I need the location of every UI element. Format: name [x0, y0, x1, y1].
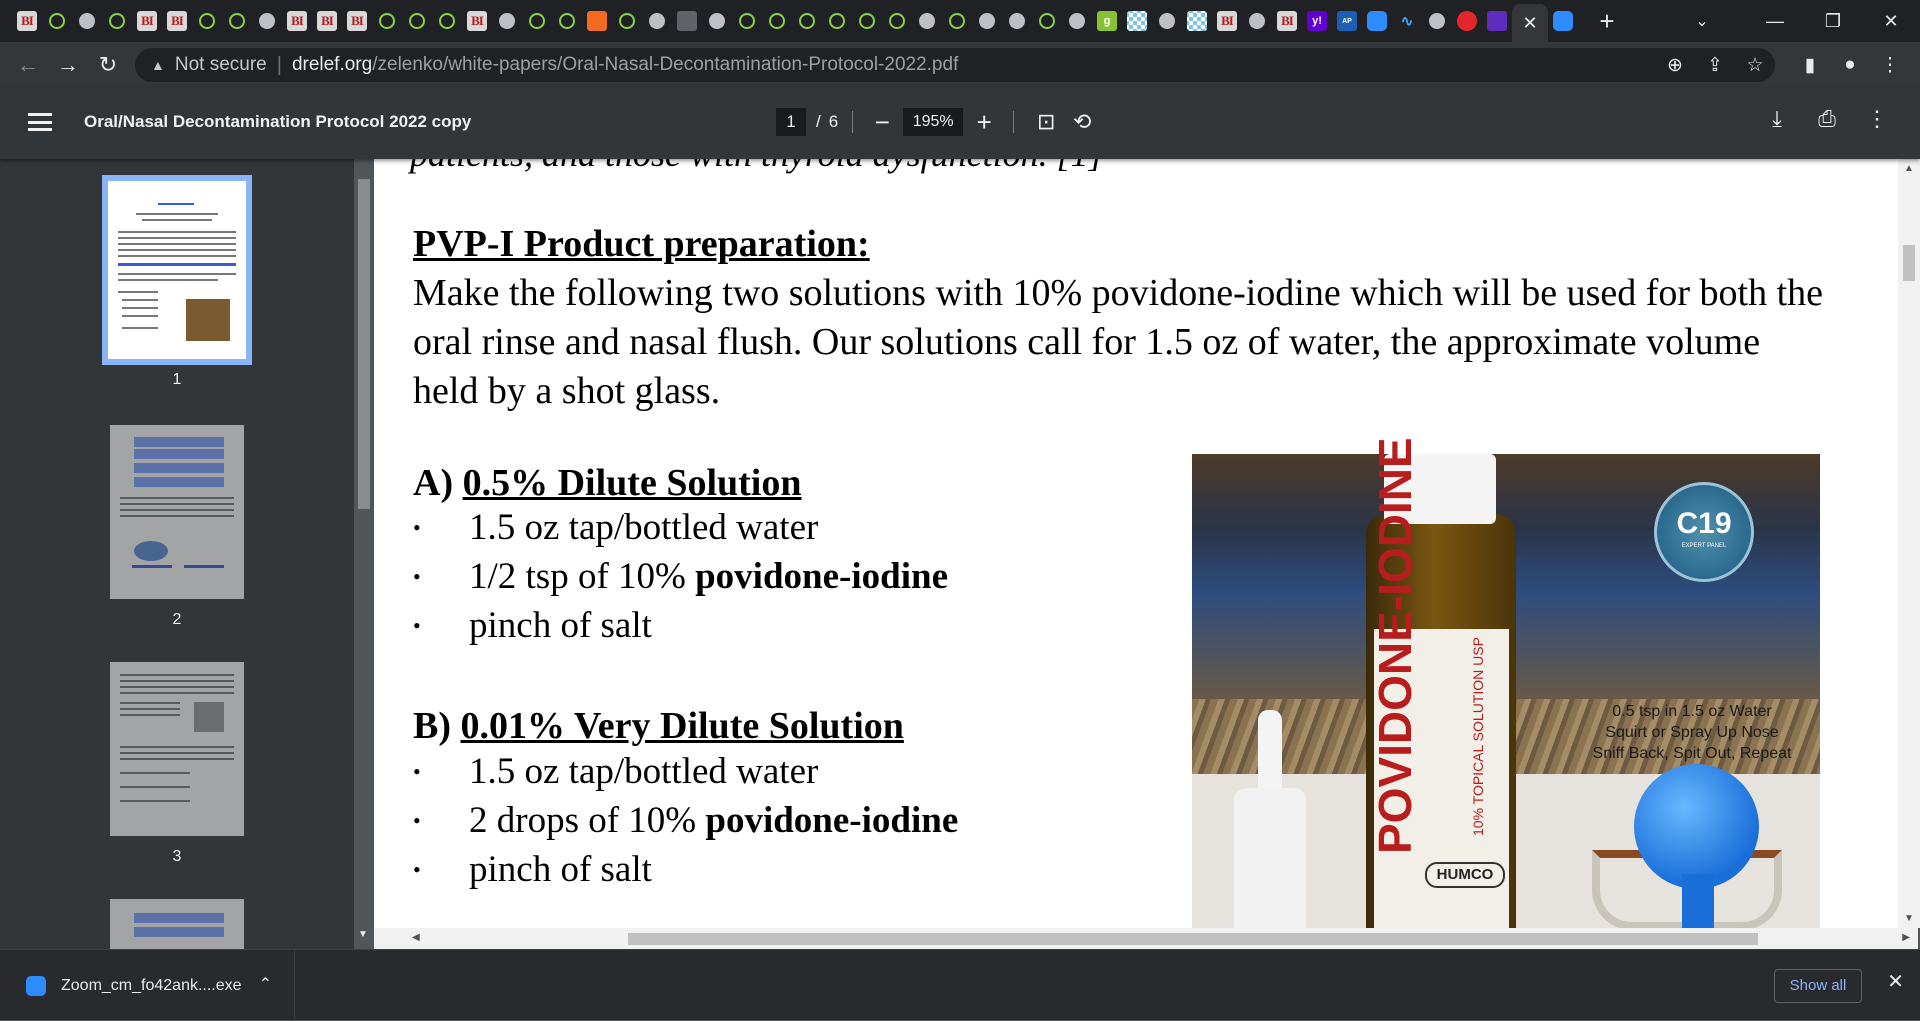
list-item [413, 845, 958, 894]
section-a-list [413, 473, 948, 650]
tab[interactable] [1152, 0, 1182, 42]
thumb-line [118, 237, 236, 239]
bullet: • [413, 564, 421, 589]
tab[interactable] [822, 0, 852, 42]
business-insider-icon: BI [467, 11, 487, 31]
list-item-text: 1.5 oz tap/bottled water [469, 507, 819, 548]
list-item-text: pinch of salt [469, 849, 652, 890]
tab[interactable] [1422, 0, 1452, 42]
globe-icon [77, 11, 97, 31]
section-b-prefix: B) [413, 705, 461, 747]
tab[interactable] [342, 0, 372, 42]
grammarly-icon: g [1097, 11, 1117, 31]
tab[interactable] [882, 0, 912, 42]
media-icon [677, 11, 697, 31]
thumb-table [134, 927, 224, 937]
thumbnail-label: 3 [172, 848, 182, 865]
globe-icon [1007, 11, 1027, 31]
business-insider-icon: BI [287, 11, 307, 31]
expert-panel-seal [1654, 482, 1754, 582]
toolbar-right [1790, 42, 1910, 88]
tab[interactable] [612, 0, 642, 42]
show-all-button[interactable]: Show all [1774, 969, 1862, 1003]
thumb-line [120, 674, 234, 676]
thumb-line [118, 291, 158, 293]
pdf-actions [1752, 106, 1902, 132]
thumb-line [118, 243, 236, 245]
scroll-down-icon[interactable]: ▼ [358, 929, 368, 940]
thumb-line [120, 680, 234, 682]
list-item-text: 1/2 tsp of 10% [469, 556, 696, 597]
business-insider-icon: BI [347, 11, 367, 31]
thumb-image [194, 702, 224, 732]
close-icon[interactable]: ✕ [1887, 971, 1904, 993]
business-insider-icon: BI [137, 11, 157, 31]
globe-icon [1427, 11, 1447, 31]
bottle-brand-text [1374, 709, 1416, 854]
thumb-table [134, 463, 224, 473]
zoom-in-icon[interactable]: + [976, 107, 992, 137]
scroll-up-icon[interactable]: ▲ [1904, 163, 1914, 174]
thumb-line [142, 219, 212, 221]
tab[interactable] [12, 0, 42, 42]
minimize-icon[interactable]: — [1766, 10, 1784, 31]
list-item [413, 796, 958, 845]
section-b-name: 0.01% Very Dilute Solution [460, 705, 904, 747]
page-controls [776, 107, 1100, 137]
product-photo [1192, 454, 1820, 928]
thumb-line [120, 714, 180, 716]
tab[interactable] [372, 0, 402, 42]
globe-icon [1157, 11, 1177, 31]
thumb-line [122, 299, 158, 301]
thumb-link [132, 565, 172, 568]
play-icon [887, 11, 907, 31]
seal-title: C19 [1676, 507, 1732, 540]
tab[interactable] [1002, 0, 1032, 42]
tab[interactable] [582, 0, 612, 42]
news-icon: AP [1337, 11, 1357, 31]
thumb-line [122, 307, 158, 309]
scroll-left-icon[interactable]: ◀ [412, 932, 420, 943]
globe-icon [1247, 11, 1267, 31]
tab[interactable] [1122, 0, 1152, 42]
zoom-input[interactable]: 195% [903, 108, 963, 136]
section-a-prefix: A) [413, 462, 463, 504]
tab[interactable] [1548, 0, 1578, 42]
scroll-thumb[interactable] [1903, 245, 1915, 281]
tab[interactable] [1482, 0, 1512, 42]
thumb-line [120, 752, 234, 754]
close-window-icon[interactable]: ✕ [1883, 10, 1899, 31]
tab[interactable] [282, 0, 312, 42]
thumb-line [122, 327, 158, 329]
play-icon [197, 11, 217, 31]
mail-icon [1487, 11, 1507, 31]
zoom-in-icon[interactable]: ⊕ [1667, 54, 1683, 76]
bullet: • [413, 613, 421, 638]
url-path: /zelenko/white-papers/Oral-Nasal-Decontamination-Protocol-2022.pdf [372, 54, 959, 75]
bulb-syringe-tip [1682, 874, 1714, 934]
omnibox-actions [1655, 48, 1775, 82]
share-icon[interactable]: ⇪ [1707, 54, 1723, 76]
tab[interactable] [912, 0, 942, 42]
chart-wave-icon: ∿ [1400, 13, 1414, 30]
bottle-subtitle-text: 10% TOPICAL SOLUTION USP [1470, 637, 1486, 836]
thumb-line [120, 800, 190, 802]
play-icon [407, 11, 427, 31]
thumb-table [134, 449, 224, 459]
zoom-out-icon[interactable]: − [874, 107, 890, 137]
globe-icon [917, 11, 937, 31]
tab[interactable] [132, 0, 162, 42]
profile-icon[interactable]: ● [1844, 54, 1856, 75]
thumbnail-2[interactable] [102, 425, 252, 629]
play-icon [557, 11, 577, 31]
tab[interactable] [432, 0, 462, 42]
checker-icon [1187, 11, 1207, 31]
chevron-up-icon[interactable]: ⌃ [258, 976, 272, 993]
business-insider-icon: BI [1217, 11, 1237, 31]
page-total: 6 [828, 112, 839, 131]
photo-caption [1592, 701, 1792, 764]
more-menu-icon[interactable]: ⋮ [1880, 54, 1900, 76]
page-vertical-scrollbar[interactable] [1898, 159, 1920, 928]
nasal-spray-bottle [1234, 710, 1306, 928]
thumb-line [118, 255, 236, 257]
thumbnail-label: 2 [172, 611, 182, 628]
thumbnail-sidebar [0, 159, 354, 949]
page-separator: / [816, 112, 821, 131]
thumbnail-page[interactable] [110, 425, 244, 599]
viewer-scrollbar[interactable] [354, 159, 374, 949]
thumb-line [120, 758, 234, 760]
thumb-line [120, 515, 234, 517]
thumb-line [120, 509, 234, 511]
seal-subtitle: EXPERT PANEL [1681, 543, 1727, 549]
address-bar[interactable] [135, 48, 1775, 82]
globe-icon [257, 11, 277, 31]
play-icon [107, 11, 127, 31]
globe-icon [647, 11, 667, 31]
security-label[interactable]: Not secure [174, 54, 267, 75]
globe-icon [497, 11, 517, 31]
globe-icon [707, 11, 727, 31]
globe-icon [1067, 11, 1087, 31]
divider [1013, 111, 1014, 133]
thumb-link [184, 565, 224, 568]
checker-icon [1127, 11, 1147, 31]
new-tab-button[interactable]: + [1599, 5, 1615, 36]
thumb-line [118, 249, 236, 251]
play-icon [1037, 11, 1057, 31]
scroll-down-icon[interactable]: ▼ [1904, 913, 1914, 924]
warning-icon[interactable]: ▲ [151, 57, 165, 73]
tab[interactable] [402, 0, 432, 42]
side-panel-icon[interactable]: ▮ [1804, 54, 1816, 76]
tab[interactable] [672, 0, 702, 42]
list-item-bold: povidone-iodine [695, 556, 949, 597]
intro-paragraph: Make the following two solutions with 10% povidone-iodine which will be used for both the oral rinse and nasal flush. Our solutions call for 1.5 oz of water, the approximate volume held by a shot glass. [413, 272, 1824, 412]
play-icon [437, 11, 457, 31]
thumb-line [120, 786, 190, 788]
thumb-table [134, 913, 224, 923]
section-b-list [413, 717, 958, 894]
tab[interactable] [552, 0, 582, 42]
thumb-line [118, 231, 236, 233]
section-a-name: 0.5% Dilute Solution [462, 462, 802, 504]
tab[interactable] [1452, 0, 1482, 42]
bullet: • [413, 759, 421, 784]
thumb-line [120, 692, 234, 694]
tab[interactable] [1242, 0, 1272, 42]
download-icon[interactable]: ⤓ [1772, 106, 1782, 131]
tab[interactable] [1302, 0, 1332, 42]
tab[interactable] [1062, 0, 1092, 42]
scroll-thumb[interactable] [358, 179, 370, 509]
thumbnail-page[interactable] [110, 662, 244, 836]
business-insider-icon: BI [17, 11, 37, 31]
tab[interactable] [792, 0, 822, 42]
tab[interactable] [252, 0, 282, 42]
tab[interactable] [162, 0, 192, 42]
tab[interactable] [702, 0, 732, 42]
download-bar [0, 949, 1920, 1020]
thumb-link [118, 263, 236, 266]
thumbnail-label: 1 [172, 371, 182, 388]
tab[interactable] [312, 0, 342, 42]
tab[interactable] [72, 0, 102, 42]
thumb-line [118, 273, 236, 275]
list-item-text: pinch of salt [469, 605, 652, 646]
thumb-line [120, 686, 234, 688]
tab[interactable] [42, 0, 72, 42]
thumb-line [120, 708, 180, 710]
thumb-table [134, 477, 224, 487]
play-icon [227, 11, 247, 31]
thumbnail-3[interactable] [102, 662, 252, 866]
tab-list [0, 0, 1578, 42]
tab[interactable] [1032, 0, 1062, 42]
scroll-right-icon[interactable]: ▶ [1902, 932, 1910, 943]
section-heading: PVP-I Product preparation: [413, 223, 870, 265]
pdf-page [374, 159, 1918, 928]
tab[interactable] [462, 0, 492, 42]
bullet: • [413, 857, 421, 882]
download-file-name[interactable]: Zoom_cm_fo42ank....exe [61, 976, 242, 994]
play-icon [947, 11, 967, 31]
zoom-icon [1367, 11, 1387, 31]
play-icon [617, 11, 637, 31]
tab[interactable] [942, 0, 972, 42]
forward-icon[interactable]: → [57, 52, 79, 77]
document-title: Oral/Nasal Decontamination Protocol 2022 copy [84, 112, 472, 131]
play-icon [797, 11, 817, 31]
tab[interactable] [732, 0, 762, 42]
tab-search-chevron-icon[interactable]: ⌄ [1695, 13, 1709, 30]
thumbnail-1[interactable] [102, 181, 252, 389]
reload-icon[interactable]: ↻ [98, 52, 118, 77]
list-item [413, 601, 948, 650]
list-item [413, 503, 948, 552]
list-item [413, 747, 958, 796]
active-tab[interactable] [1512, 4, 1548, 42]
list-item-text: 2 drops of 10% [469, 800, 706, 841]
window-controls [1746, 0, 1920, 42]
tab[interactable] [1332, 0, 1362, 42]
play-icon [857, 11, 877, 31]
thumb-line [136, 213, 218, 215]
thumb-line [120, 503, 234, 505]
tab[interactable] [102, 0, 132, 42]
play-icon [377, 11, 397, 31]
tab[interactable] [1092, 0, 1122, 42]
business-insider-icon: BI [1277, 11, 1297, 31]
list-item-bold: povidone-iodine [705, 800, 959, 841]
thumb-line [120, 497, 234, 499]
more-options-icon[interactable]: ⋮ [1866, 106, 1888, 131]
list-item-text: 1.5 oz tap/bottled water [469, 751, 819, 792]
page-number-input[interactable]: 1 [776, 108, 806, 136]
thumbnail-page[interactable] [108, 181, 246, 359]
tab[interactable] [192, 0, 222, 42]
bullet: • [413, 808, 421, 833]
thumb-line [122, 315, 158, 317]
list-item [413, 552, 948, 601]
bottle-maker-text: HUMCO [1425, 862, 1505, 888]
zoom-file-icon [26, 976, 46, 996]
bookmark-star-icon[interactable]: ☆ [1746, 54, 1764, 76]
url-host: drelef.org [291, 54, 373, 75]
tab[interactable] [522, 0, 552, 42]
page-horizontal-scrollbar[interactable] [374, 928, 1918, 949]
pdf-viewer [354, 159, 1920, 949]
thumb-line [120, 746, 234, 748]
bulb-syringe [1634, 764, 1759, 889]
play-icon [737, 11, 757, 31]
play-icon [527, 11, 547, 31]
tab[interactable] [1392, 0, 1422, 42]
restore-icon[interactable]: ❐ [1824, 10, 1842, 31]
divider: | [276, 53, 282, 76]
back-icon[interactable]: ← [17, 52, 39, 77]
thumb-line [118, 279, 218, 281]
tab[interactable] [972, 0, 1002, 42]
thumb-line [120, 702, 180, 704]
tab[interactable] [1362, 0, 1392, 42]
tab-close-icon[interactable]: ✕ [1522, 12, 1538, 33]
print-icon[interactable]: ⎙ [1818, 106, 1836, 131]
tab[interactable] [852, 0, 882, 42]
tab[interactable] [642, 0, 672, 42]
caption-line: Sniff Back, Spit Out, Repeat [1592, 745, 1792, 762]
menu-icon[interactable] [28, 110, 52, 134]
play-icon [827, 11, 847, 31]
stack-icon [587, 11, 607, 31]
thumb-image [186, 299, 230, 341]
pdf-toolbar [0, 88, 1920, 159]
play-icon [47, 11, 67, 31]
caption-line: Squirt or Spray Up Nose [1605, 724, 1779, 741]
bullet: • [413, 515, 421, 540]
tab[interactable] [762, 0, 792, 42]
thumb-line [158, 203, 194, 205]
divider [852, 111, 853, 133]
alert-icon [1457, 11, 1477, 31]
tab[interactable] [222, 0, 252, 42]
tab[interactable] [1182, 0, 1212, 42]
browser-toolbar [0, 42, 1920, 88]
download-item[interactable] [0, 950, 295, 1021]
globe-icon [977, 11, 997, 31]
thumb-image [134, 541, 168, 561]
business-insider-icon: BI [317, 11, 337, 31]
thumb-table [134, 437, 224, 447]
zoom-icon [1553, 11, 1573, 31]
thumb-line [120, 772, 190, 774]
play-icon [767, 11, 787, 31]
business-insider-icon: BI [167, 11, 187, 31]
rotate-icon[interactable]: ⟲ [1072, 109, 1092, 134]
tab[interactable] [1212, 0, 1242, 42]
fit-page-icon[interactable]: ⊡ [1036, 109, 1056, 134]
scroll-thumb[interactable] [628, 933, 1758, 945]
yahoo-icon: y! [1307, 11, 1327, 31]
url-text[interactable] [292, 54, 958, 76]
tab-strip [0, 0, 1920, 42]
caption-line: 0.5 tsp in 1.5 oz Water [1612, 703, 1772, 720]
tab[interactable] [1272, 0, 1302, 42]
tab[interactable] [492, 0, 522, 42]
